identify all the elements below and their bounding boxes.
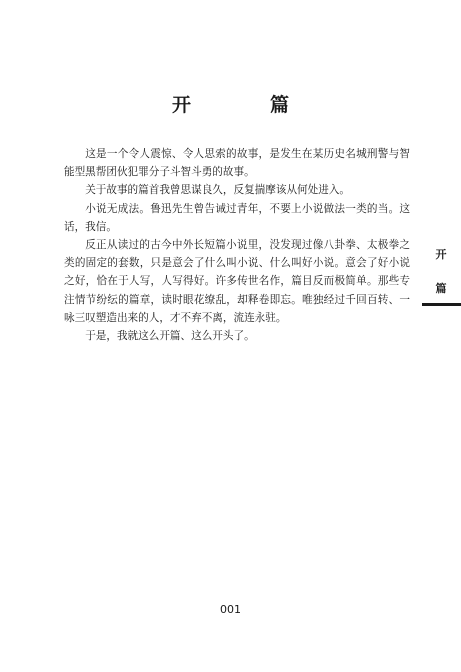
side-tab-bar [422,303,461,306]
paragraph: 这是一个令人震惊、令人思索的故事，是发生在某历史名城刑警与智能型黑帮团伙犯罪分子斗智斗勇的故事。 [64,148,410,179]
paragraph: 小说无成法。鲁迅先生曾告诫过青年，不要上小说做法一类的当。这话，我信。 [64,202,410,233]
paragraph: 于是，我就这么开篇、这么开头了。 [85,330,255,343]
side-tab-char-2: 篇 [435,282,447,295]
chapter-title: 开 篇 [171,94,319,116]
paragraph: 反正从读过的古今中外长短篇小说里，没发现过像八卦拳、太极拳之类的固定的套数，只是意会了什么叫小说、什么叫好小说。意会了好小说之好，恰在于人写，人写得好。许多传世名作，篇目反而极简单。那些专注情节纷纭的篇章，读时眼花缭乱，却释卷即忘。唯独经过千回百转、一咏三叹塑造出来的人，才不弃不离，流连永驻。 [64,239,410,324]
chapter-body [64,145,410,345]
side-tab-char-1: 开 [435,248,447,261]
page-number: 001 [220,603,241,616]
paragraph: 关于故事的篇首我曾思谋良久，反复揣摩该从何处进入。 [85,184,351,197]
